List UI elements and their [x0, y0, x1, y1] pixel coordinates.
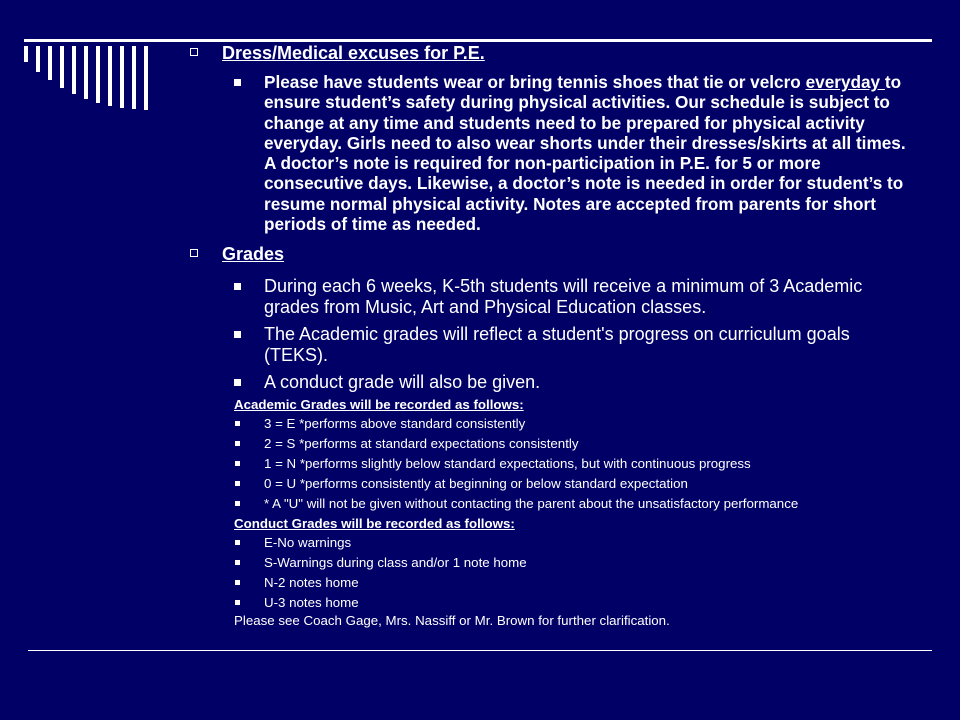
grades-bullet: [190, 372, 910, 393]
comb-bar: [72, 46, 76, 94]
academic-grade-item: [190, 416, 910, 431]
academic-grade-text: 0 = U *performs consistently at beginning or below standard expectation: [264, 476, 688, 492]
comb-bar: [84, 46, 88, 99]
decorative-comb: [0, 0, 160, 110]
comb-bar: [36, 46, 40, 72]
dress-medical-heading-text: Dress/Medical excuses for P.E.: [222, 43, 485, 63]
filled-square-icon: [235, 441, 240, 446]
filled-square-icon: [235, 540, 240, 545]
filled-square-icon: [234, 79, 241, 86]
filled-square-icon: [235, 421, 240, 426]
comb-bar: [24, 46, 28, 62]
comb-bar: [96, 46, 100, 103]
bottom-divider: [28, 650, 932, 651]
hollow-square-icon: [190, 48, 198, 56]
conduct-grade-item: [190, 595, 910, 610]
clarification-note: Please see Coach Gage, Mrs. Nassiff or Mr. Brown for further clarification.: [234, 613, 670, 629]
dress-policy-emphasis: everyday: [805, 72, 885, 92]
comb-bar: [48, 46, 52, 80]
academic-grade-text: 2 = S *performs at standard expectations consistently: [264, 436, 579, 452]
comb-bar: [108, 46, 112, 106]
grades-heading-text: Grades: [222, 244, 285, 265]
conduct-grade-item: [190, 535, 910, 550]
comb-bar: [132, 46, 136, 109]
hollow-square-icon: [190, 249, 198, 257]
grades-bullet: [190, 324, 910, 366]
filled-square-icon: [235, 600, 240, 605]
conduct-grade-item: [190, 555, 910, 570]
academic-grade-item: [190, 436, 910, 451]
grades-heading: [190, 243, 910, 265]
academic-grade-item: [190, 496, 910, 511]
conduct-grade-item: [190, 575, 910, 590]
filled-square-icon: [234, 283, 241, 290]
filled-square-icon: [235, 461, 240, 466]
comb-bar: [60, 46, 64, 88]
conduct-grade-text: S-Warnings during class and/or 1 note home: [264, 555, 527, 571]
dress-medical-heading: [190, 42, 910, 64]
filled-square-icon: [235, 580, 240, 585]
conduct-grade-text: N-2 notes home: [264, 575, 359, 591]
academic-grade-text: * A "U" will not be given without contacting the parent about the unsatisfactory performance: [264, 496, 799, 512]
filled-square-icon: [234, 379, 241, 386]
filled-square-icon: [235, 560, 240, 565]
academic-grades-heading: Academic Grades will be recorded as follows:: [234, 397, 524, 413]
grades-bullet-text: The Academic grades will reflect a student's progress on curriculum goals (TEKS).: [264, 324, 850, 366]
conduct-grade-text: E-No warnings: [264, 535, 352, 551]
filled-square-icon: [235, 501, 240, 506]
grades-bullet: [190, 276, 910, 318]
academic-grade-text: 1 = N *performs slightly below standard expectations, but with continuous progress: [264, 456, 751, 472]
conduct-grade-text: U-3 notes home: [264, 595, 359, 611]
comb-bar: [120, 46, 124, 108]
filled-square-icon: [235, 481, 240, 486]
comb-bar: [144, 46, 148, 110]
dress-policy-paragraph: [190, 72, 910, 234]
academic-grade-item: [190, 476, 910, 491]
academic-grade-text: 3 = E *performs above standard consistently: [264, 416, 526, 432]
dress-policy-text-end: to ensure student’s safety during physical activities. Our schedule is subject to change at any time and students need to be prepared for physical activity everyday. Girls need to also wear shorts under their dresses/skirts at all times. A doctor’s note is required for non-participation in P.E. for 5 or more consecutive days. Likewise, a doctor’s note is needed in order for student’s to resume normal physical activity. Notes are accepted from parents for short periods of time as needed.: [264, 72, 906, 235]
dress-policy-text-start: Please have students wear or bring tennis shoes that tie or velcro: [264, 72, 806, 92]
grades-bullet-text: A conduct grade will also be given.: [264, 372, 541, 393]
conduct-grades-heading: Conduct Grades will be recorded as follows:: [234, 516, 515, 532]
grades-bullet-text: During each 6 weeks, K-5th students will receive a minimum of 3 Academic grades from Music, Art and Physical Education classes.: [264, 276, 863, 318]
slide-body: [190, 42, 910, 629]
filled-square-icon: [234, 331, 241, 338]
academic-grade-item: [190, 456, 910, 471]
